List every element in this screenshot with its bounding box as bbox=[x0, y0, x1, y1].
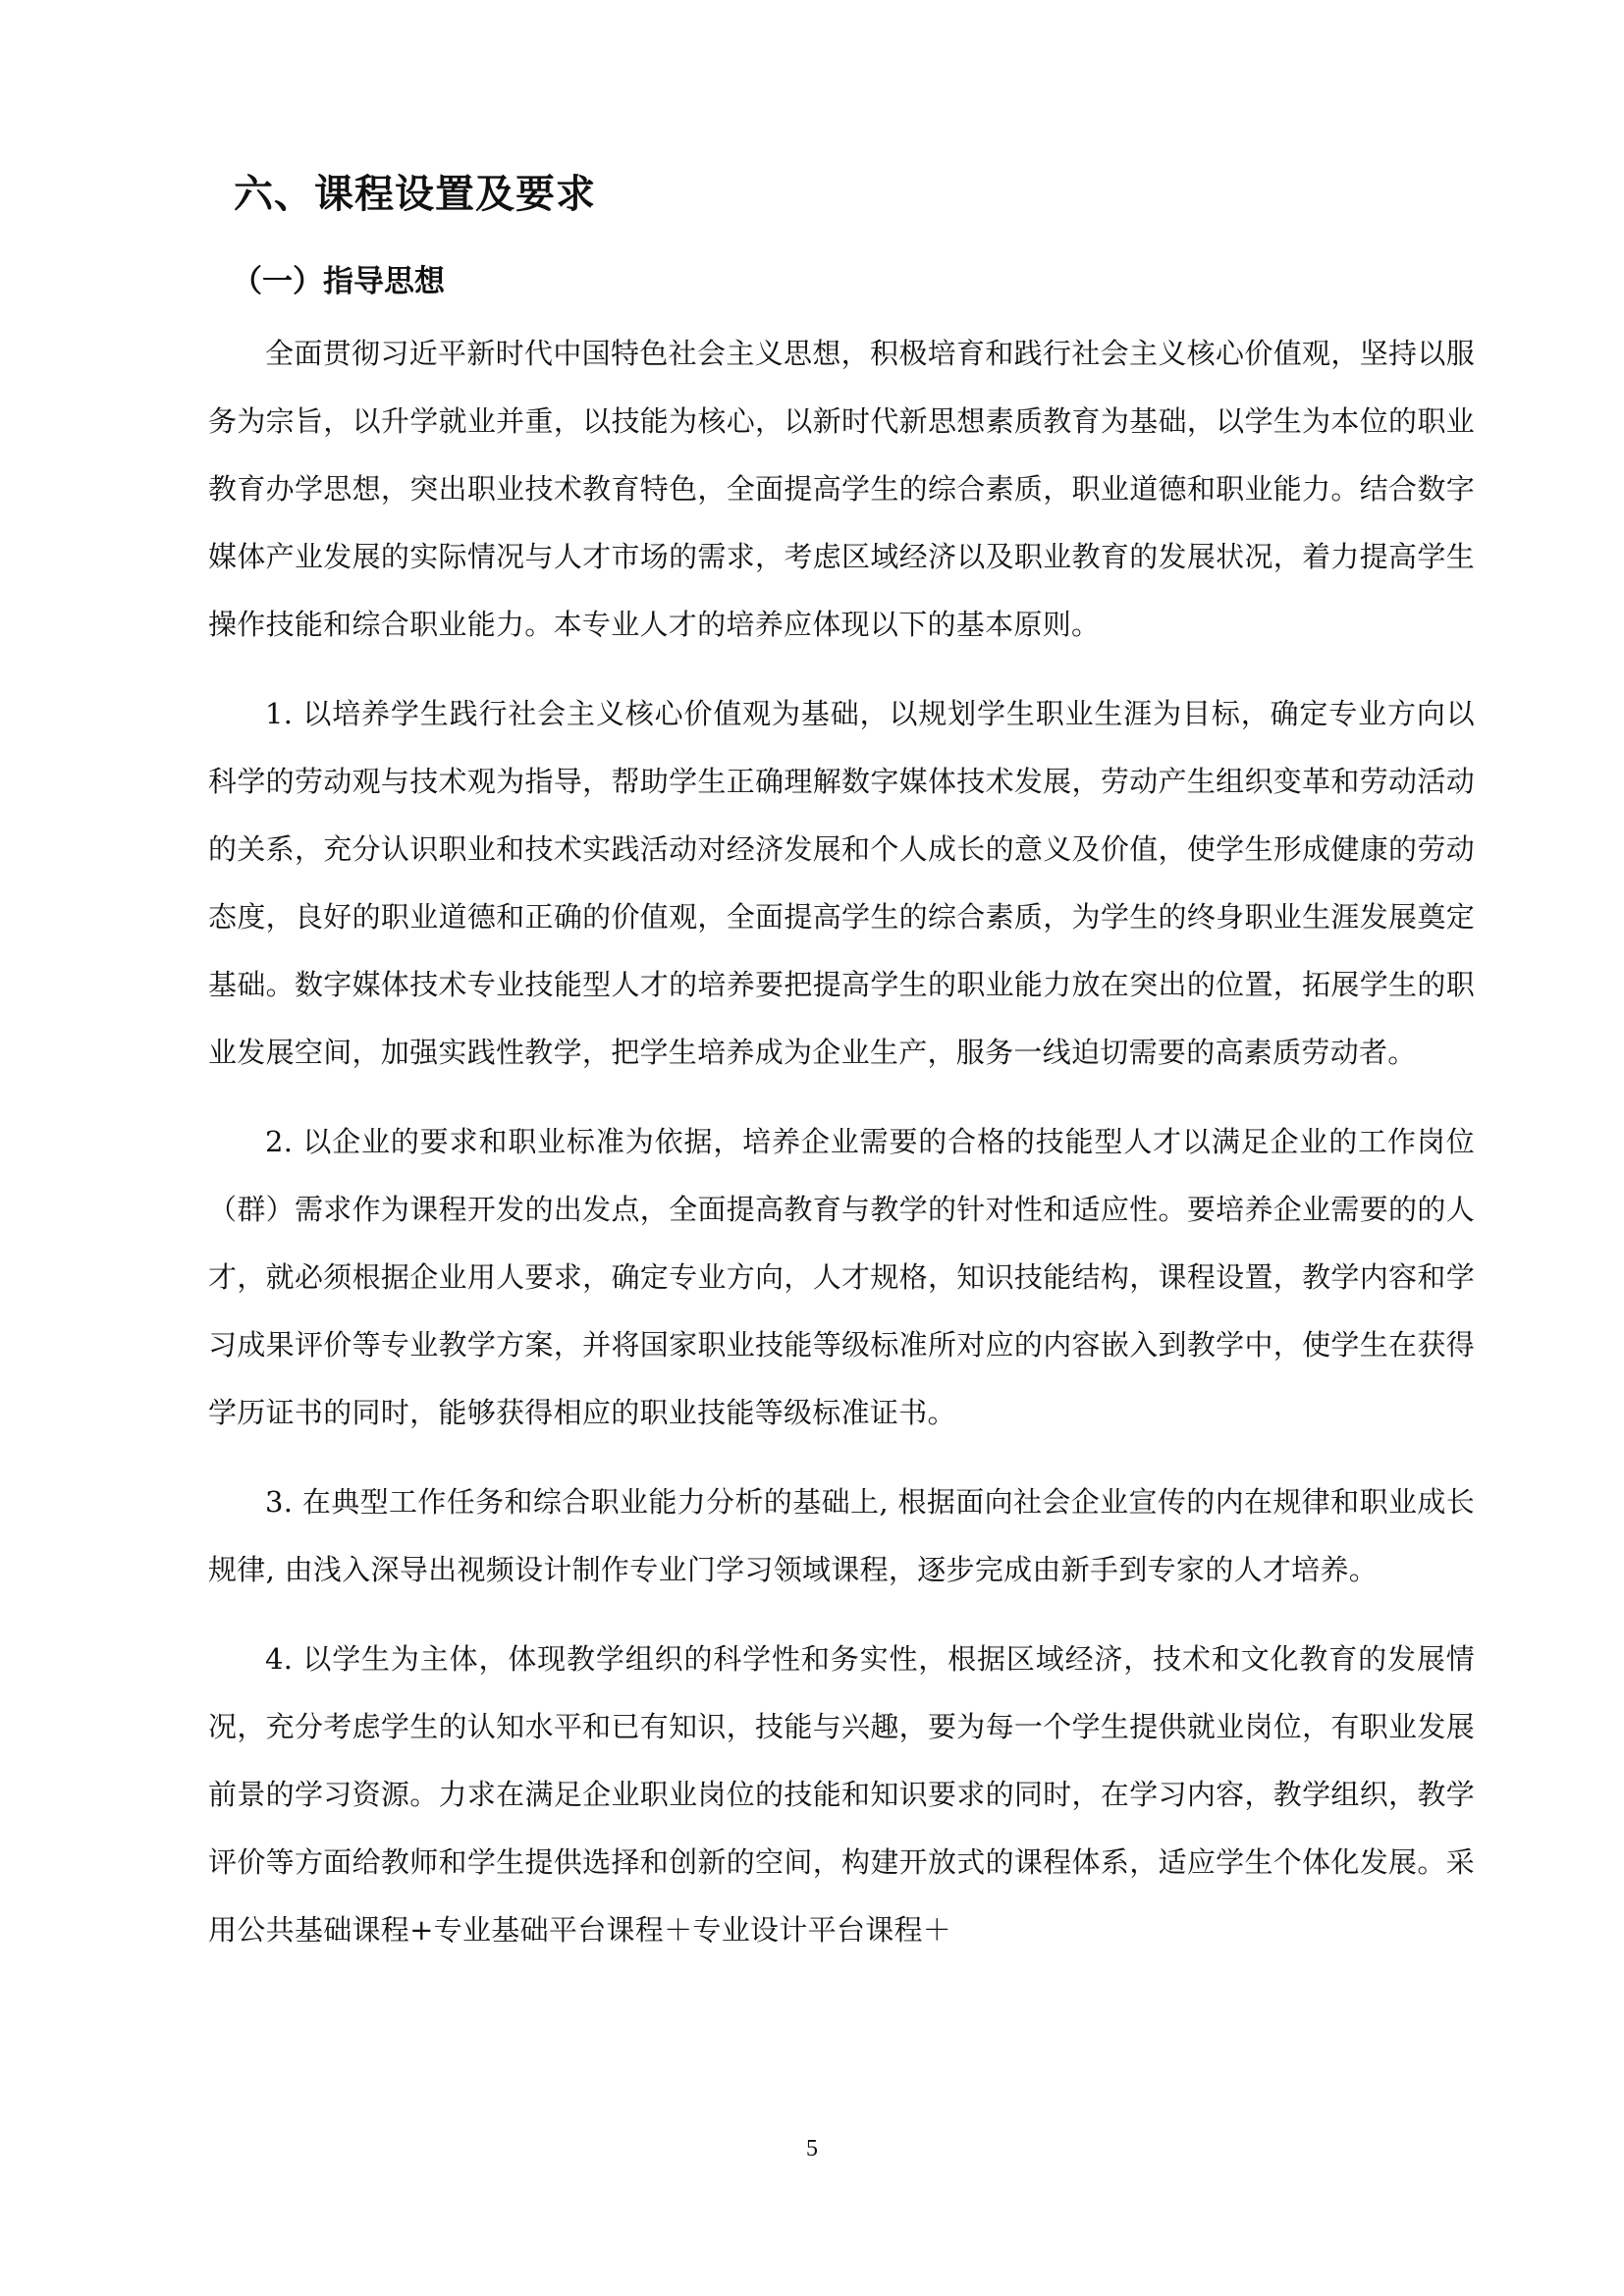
page-content bbox=[208, 165, 1475, 1986]
paragraph-guiding-principle: 全面贯彻习近平新时代中国特色社会主义思想，积极培育和践行社会主义核心价值观，坚持以服务为宗旨，以升学就业并重，以技能为核心，以新时代新思想素质教育为基础，以学生为本位的职业教育办学思想，突出职业技术教育特色，全面提高学生的综合素质，职业道德和职业能力。结合数字媒体产业发展的实际情况与人才市场的需求，考虑区域经济以及职业教育的发展状况，着力提高学生操作技能和综合职业能力。本专业人才的培养应体现以下的基本原则。 bbox=[208, 337, 1475, 641]
paragraph-principle-2: 2. 以企业的要求和职业标准为依据，培养企业需要的合格的技能型人才以满足企业的工作岗位（群）需求作为课程开发的出发点，全面提高教育与教学的针对性和适应性。要培养企业需要的的人才，就必须根据企业用人要求，确定专业方向，人才规格，知识技能结构，课程设置，教学内容和学习成果评价等专业教学方案，并将国家职业技能等级标准所对应的内容嵌入到教学中，使学生在获得学历证书的同时，能够获得相应的职业技能等级标准证书。 bbox=[208, 1125, 1475, 1429]
paragraph-principle-3: 3. 在典型工作任务和综合职业能力分析的基础上, 根据面向社会企业宣传的内在规律和职业成长规律, 由浅入深导出视频设计制作专业门学习领域课程，逐步完成由新手到专家的人才培养。 bbox=[208, 1485, 1475, 1586]
page-number: 5 bbox=[806, 2136, 818, 2162]
paragraph-principle-1: 1. 以培养学生践行社会主义核心价值观为基础，以规划学生职业生涯为目标，确定专业方向以科学的劳动观与技术观为指导，帮助学生正确理解数字媒体技术发展，劳动产生组织变革和劳动活动的关系，充分认识职业和技术实践活动对经济发展和个人成长的意义及价值，使学生形成健康的劳动态度，良好的职业道德和正确的价值观，全面提高学生的综合素质，为学生的终身职业生涯发展奠定基础。数字媒体技术专业技能型人才的培养要把提高学生的职业能力放在突出的位置，拓展学生的职业发展空间，加强实践性教学，把学生培养成为企业生产，服务一线迫切需要的高素质劳动者。 bbox=[208, 697, 1475, 1069]
paragraph-principle-4: 4. 以学生为主体，体现教学组织的科学性和务实性，根据区域经济，技术和文化教育的发展情况，充分考虑学生的认知水平和已有知识，技能与兴趣，要为每一个学生提供就业岗位，有职业发展前景的学习资源。力求在满足企业职业岗位的技能和知识要求的同时，在学习内容，教学组织，教学评价等方面给教师和学生提供选择和创新的空间，构建开放式的课程体系，适应学生个体化发展。采用公共基础课程+专业基础平台课程＋专业设计平台课程＋ bbox=[208, 1642, 1475, 1947]
subsection-title: （一）指导思想 bbox=[232, 264, 445, 299]
section-title: 六、课程设置及要求 bbox=[234, 172, 596, 217]
